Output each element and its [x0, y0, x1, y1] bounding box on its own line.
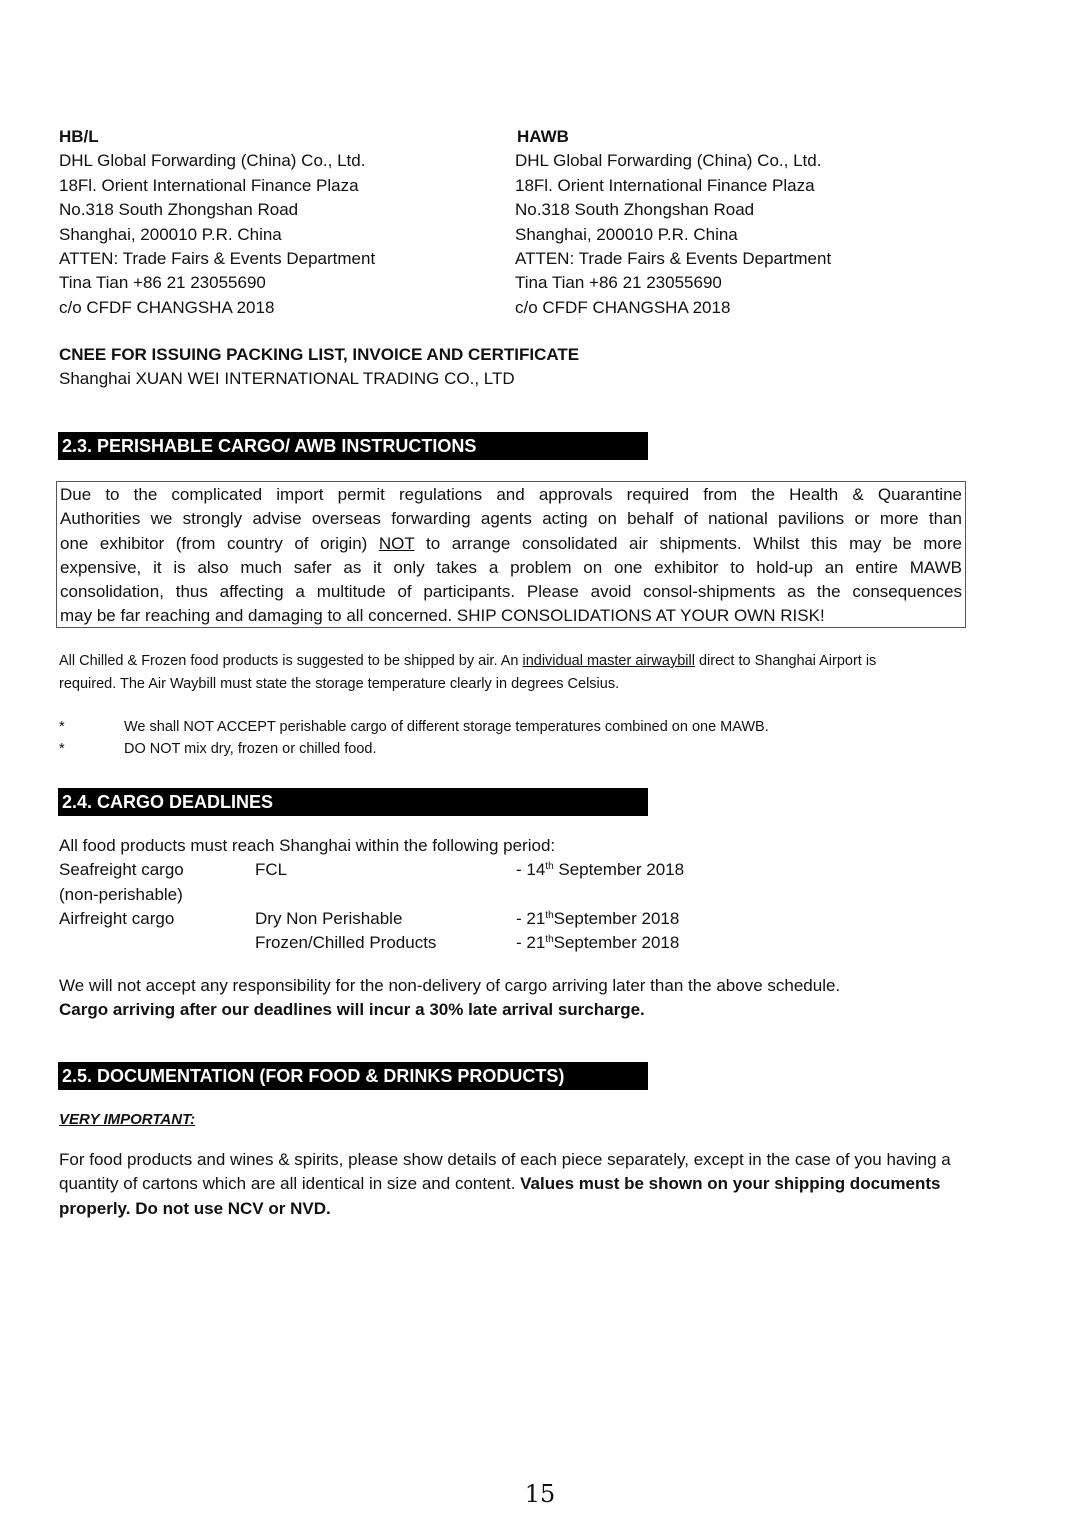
date-month: September 2018 — [553, 909, 680, 928]
warning-text: to arrange consolidated air shipments. Whilst this may be more — [414, 533, 963, 553]
seafreight-type: FCL — [255, 860, 288, 879]
warning-line: Due to the complicated import permit regulations and approvals required from the Health & Quarantine — [60, 485, 962, 504]
date-month: September 2018 — [553, 860, 685, 879]
deadline-intro: All food products must reach Shanghai within the following period: — [59, 836, 556, 855]
chilled-text: All Chilled & Frozen food products is suggested to be shipped by air. An — [59, 653, 523, 669]
hawb-block — [515, 125, 831, 320]
hbl-line: No.318 South Zhongshan Road — [59, 200, 299, 220]
bullet-text: We shall NOT ACCEPT perishable cargo of different storage temperatures combined on one MAWB. — [124, 719, 769, 735]
seafreight-label: Seafreight cargo — [59, 860, 184, 879]
seafreight-note: (non-perishable) — [59, 885, 183, 904]
not-emphasis: NOT — [378, 533, 415, 553]
documentation-text: For food products and wines & spirits, please show details of each piece separately, except in the case of you having a quantity of cartons which are all identical in size and content. — [59, 1150, 951, 1194]
hbl-block — [59, 125, 375, 320]
chilled-instructions — [59, 650, 1019, 673]
documentation-emphasis: Values must be shown on your shipping documents properly. Do not use NCV or NVD. — [59, 1174, 941, 1218]
date-day: - 14 — [516, 860, 546, 879]
hbl-line: Tina Tian +86 21 23055690 — [59, 273, 266, 293]
date-day: - 21 — [516, 933, 546, 952]
date-month: September 2018 — [553, 933, 680, 952]
chilled-instructions-2: required. The Air Waybill must state the storage temperature clearly in degrees Celsius. — [59, 676, 620, 692]
section-heading-2-5: 2.5. DOCUMENTATION (FOR FOOD & DRINKS PRODUCTS) — [58, 1062, 648, 1090]
airfreight-type-dry: Dry Non Perishable — [255, 909, 403, 928]
bullet-mark: * — [59, 741, 65, 757]
airfreight-type-frozen: Frozen/Chilled Products — [255, 933, 437, 952]
hawb-line: DHL Global Forwarding (China) Co., Ltd. — [515, 151, 822, 171]
page-number: 15 — [524, 1480, 556, 1508]
airfreight-label: Airfreight cargo — [59, 909, 175, 928]
warning-text: one exhibitor (from country of origin) — [60, 533, 379, 553]
cnee-title: CNEE FOR ISSUING PACKING LIST, INVOICE AND CERTIFICATE — [59, 345, 580, 364]
section-heading-2-4: 2.4. CARGO DEADLINES — [58, 788, 648, 816]
master-airwaybill-term: individual master airwaybill — [522, 653, 695, 669]
seafreight-deadline — [516, 858, 684, 882]
hawb-title: HAWB — [517, 127, 569, 146]
cnee-name: Shanghai XUAN WEI INTERNATIONAL TRADING CO., LTD — [59, 369, 515, 388]
hbl-line: ATTEN: Trade Fairs & Events Department — [59, 249, 376, 269]
warning-line: consolidation, thus affecting a multitude of participants. Please avoid consol-shipments as the consequences — [60, 582, 962, 602]
warning-line: expensive, it is also much safer as it only takes a problem on one exhibitor to hold-up an entire MAWB — [60, 557, 962, 577]
hawb-line: 18Fl. Orient International Finance Plaza — [515, 175, 815, 195]
date-suffix: th — [545, 861, 554, 872]
consolidation-warning-box — [56, 481, 966, 628]
hawb-line: Tina Tian +86 21 23055690 — [515, 273, 722, 293]
warning-line: may be far reaching and damaging to all concerned. SHIP CONSOLIDATIONS AT YOUR OWN RISK! — [60, 606, 825, 626]
bullet-mark: * — [59, 719, 65, 735]
hbl-line: Shanghai, 200010 P.R. China — [59, 224, 282, 244]
bullet-text: DO NOT mix dry, frozen or chilled food. — [124, 741, 377, 757]
hawb-line: No.318 South Zhongshan Road — [515, 200, 755, 220]
date-day: - 21 — [516, 909, 546, 928]
chilled-text: direct to Shanghai Airport is — [694, 653, 877, 669]
hbl-title: HB/L — [59, 127, 99, 146]
warning-line — [60, 532, 962, 556]
hbl-line: c/o CFDF CHANGSHA 2018 — [59, 297, 275, 317]
warning-line: Authorities we strongly advise overseas forwarding agents acting on behalf of national pavilions or more than — [60, 509, 962, 529]
hawb-line: ATTEN: Trade Fairs & Events Department — [515, 249, 832, 269]
date-suffix: th — [545, 934, 554, 945]
hbl-line: DHL Global Forwarding (China) Co., Ltd. — [59, 151, 366, 171]
responsibility-notice: We will not accept any responsibility for the non-delivery of cargo arriving later than the above schedule. — [59, 976, 841, 995]
hbl-line: 18Fl. Orient International Finance Plaza — [59, 175, 359, 195]
hawb-line: Shanghai, 200010 P.R. China — [515, 224, 738, 244]
airfreight-dry-deadline — [516, 907, 679, 931]
very-important-label: VERY IMPORTANT: — [59, 1111, 196, 1128]
documentation-paragraph — [59, 1148, 1014, 1221]
date-suffix: th — [545, 910, 554, 921]
surcharge-notice: Cargo arriving after our deadlines will incur a 30% late arrival surcharge. — [59, 1000, 645, 1019]
airfreight-frozen-deadline — [516, 931, 679, 955]
section-heading-2-3: 2.3. PERISHABLE CARGO/ AWB INSTRUCTIONS — [58, 432, 648, 460]
hawb-line: c/o CFDF CHANGSHA 2018 — [515, 297, 731, 317]
